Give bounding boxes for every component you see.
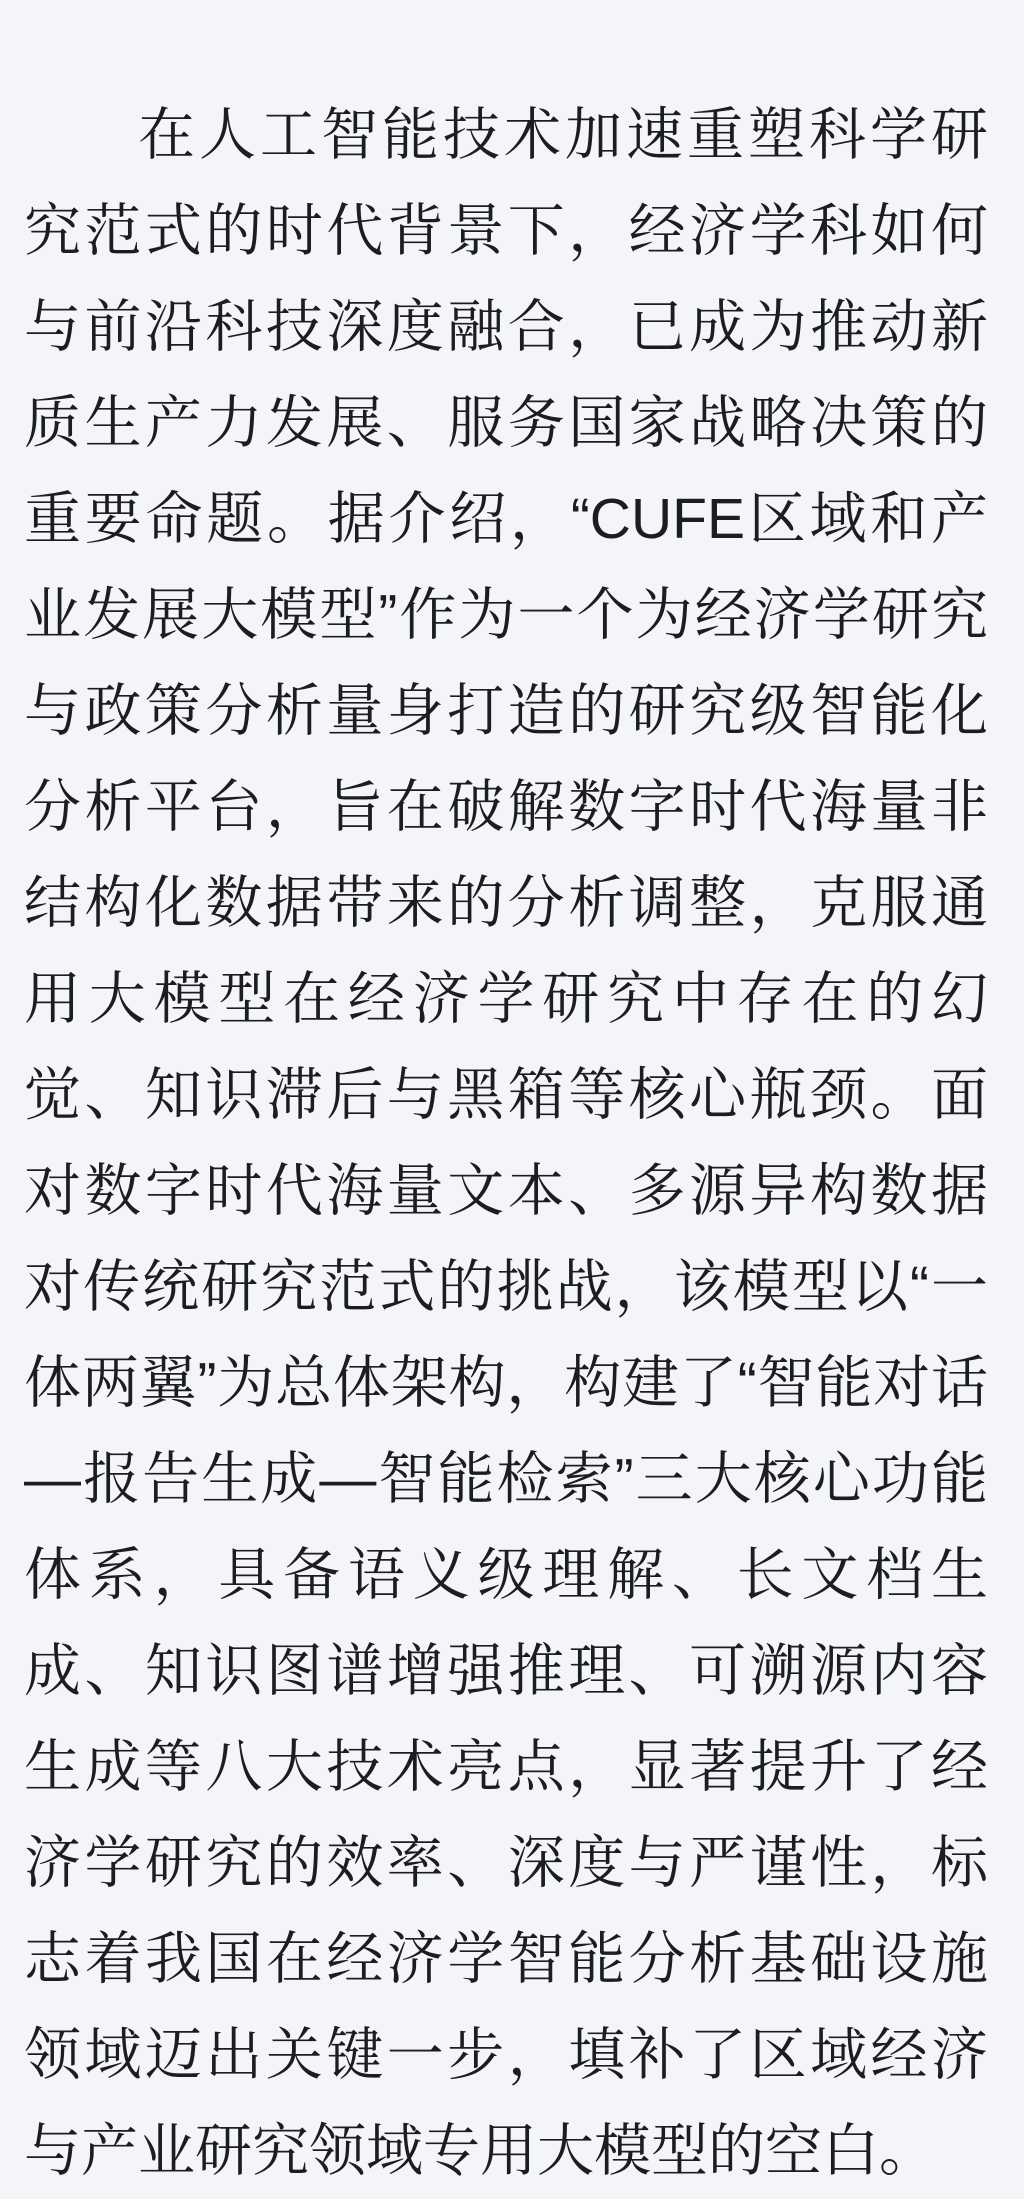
article-paragraph: 在人工智能技术加速重塑科学研究范式的时代背景下，经济学科如何与前沿科技深度融合，已成为推动新质生产力发展、服务国家战略决策的重要命题。据介绍，“CUFE区域和产业发展大模型”作为一个为经济学研究与政策分析量身打造的研究级智能化分析平台，旨在破解数字时代海量非结构化数据带来的分析调整，克服通用大模型在经济学研究中存在的幻觉、知识滞后与黑箱等核心瓶颈。面对数字时代海量文本、多源异构数据对传统研究范式的挑战，该模型以“一体两翼”为总体架构，构建了“智能对话—报告生成—智能检索”三大核心功能体系，具备语义级理解、长文档生成、知识图谱增强推理、可溯源内容生成等八大技术亮点，显著提升了经济学研究的效率、深度与严谨性，标志着我国在经济学智能分析基础设施领域迈出关键一步，填补了区域经济与产业研究领域专用大模型的空白。 [24,103,988,2183]
